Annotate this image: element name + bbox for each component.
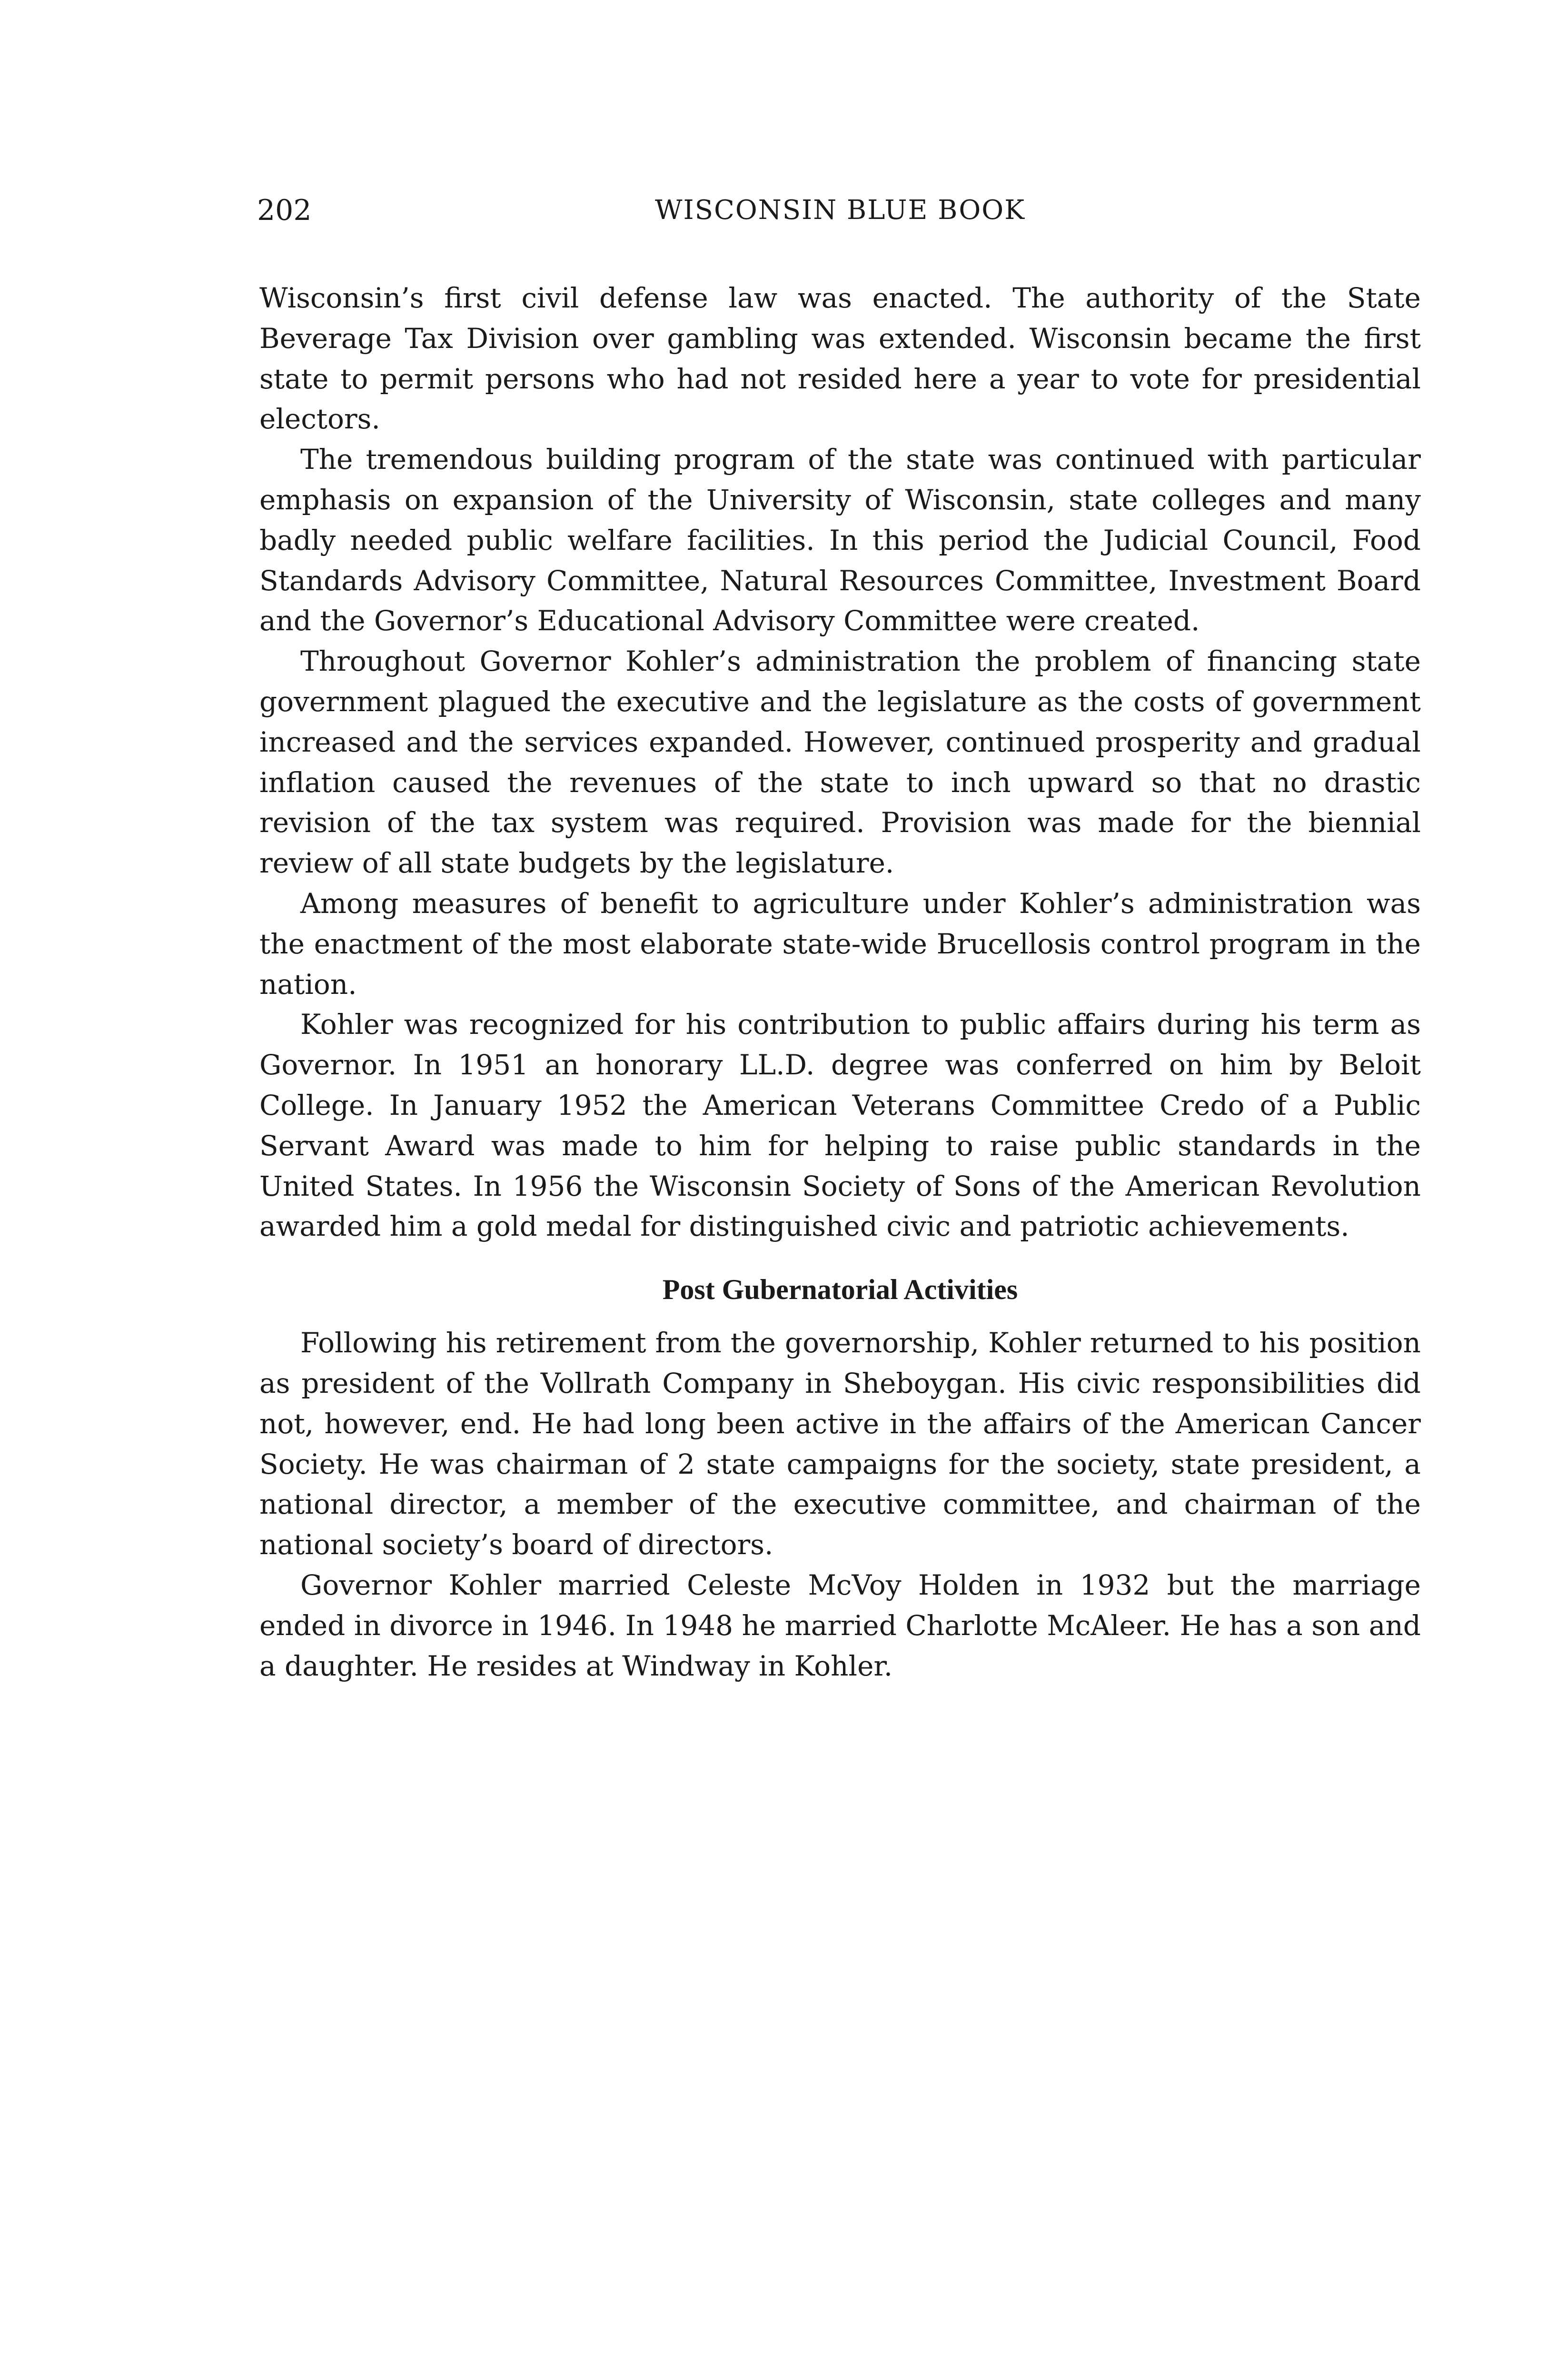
book-title: WISCONSIN BLUE BOOK <box>654 195 1026 226</box>
document-page <box>259 187 1421 1686</box>
paragraph-recognition: Kohler was recognized for his contribution to public affairs during his term as Governor. In 1951 an honorary LL.D. degree was conferred on him by Beloit College. In January 1952 the American Veterans Committee Credo of a Public Servant Award was made to him for helping to raise public standards in the United States. In 1956 the Wisconsin Society of Sons of the American Revolution awarded him a gold medal for distinguished civic and patriotic achievements. <box>259 1008 1421 1243</box>
page-number: 202 <box>257 194 312 227</box>
paragraph-family: Governor Kohler married Celeste McVoy Holden in 1932 but the marriage ended in divorce in 1946. In 1948 he married Charlotte McAleer. He has a son and a daughter. He resides at Windway in Kohler. <box>259 1568 1421 1682</box>
paragraph-agriculture: Among measures of benefit to agriculture under Kohler’s administration was the enactment of the most elaborate state-wide Brucellosis control program in the nation. <box>259 887 1421 1001</box>
paragraph-civil-defense: Wisconsin’s first civil defense law was enacted. The authority of the State Beverage Tax Division over gambling was extended. Wisconsin became the first state to permit persons who had not resided here a year to vote for presidential electors. <box>259 282 1421 436</box>
section-heading: Post Gubernatorial Activities <box>662 1274 1018 1306</box>
paragraph-retirement: Following his retirement from the governorship, Kohler returned to his position as president of the Vollrath Company in Sheboygan. His civic responsibilities did not, however, end. He had long been active in the affairs of the American Cancer Society. He was chairman of 2 state campaigns for the society, state president, a national director, a member of the executive committee, and chairman of the national society’s board of directors. <box>259 1327 1421 1561</box>
running-head <box>259 187 1421 234</box>
paragraph-state-finance: Throughout Governor Kohler’s administration the problem of financing state government plagued the executive and the legislature as the costs of government increased and the services expanded. However, continued prosperity and gradual inflation caused the revenues of the state to inch upward so that no drastic revision of the tax system was required. Provision was made for the biennial review of all state budgets by the legislature. <box>259 645 1421 880</box>
body-text <box>259 278 1421 1686</box>
paragraph-building-program: The tremendous building program of the state was continued with particular emphasis on expansion of the University of Wisconsin, state colleges and many badly needed public welfare facilities. In this period the Judicial Council, Food Standards Advisory Committee, Natural Resources Committee, Investment Board and the Governor’s Educational Advisory Committee were created. <box>259 443 1421 637</box>
